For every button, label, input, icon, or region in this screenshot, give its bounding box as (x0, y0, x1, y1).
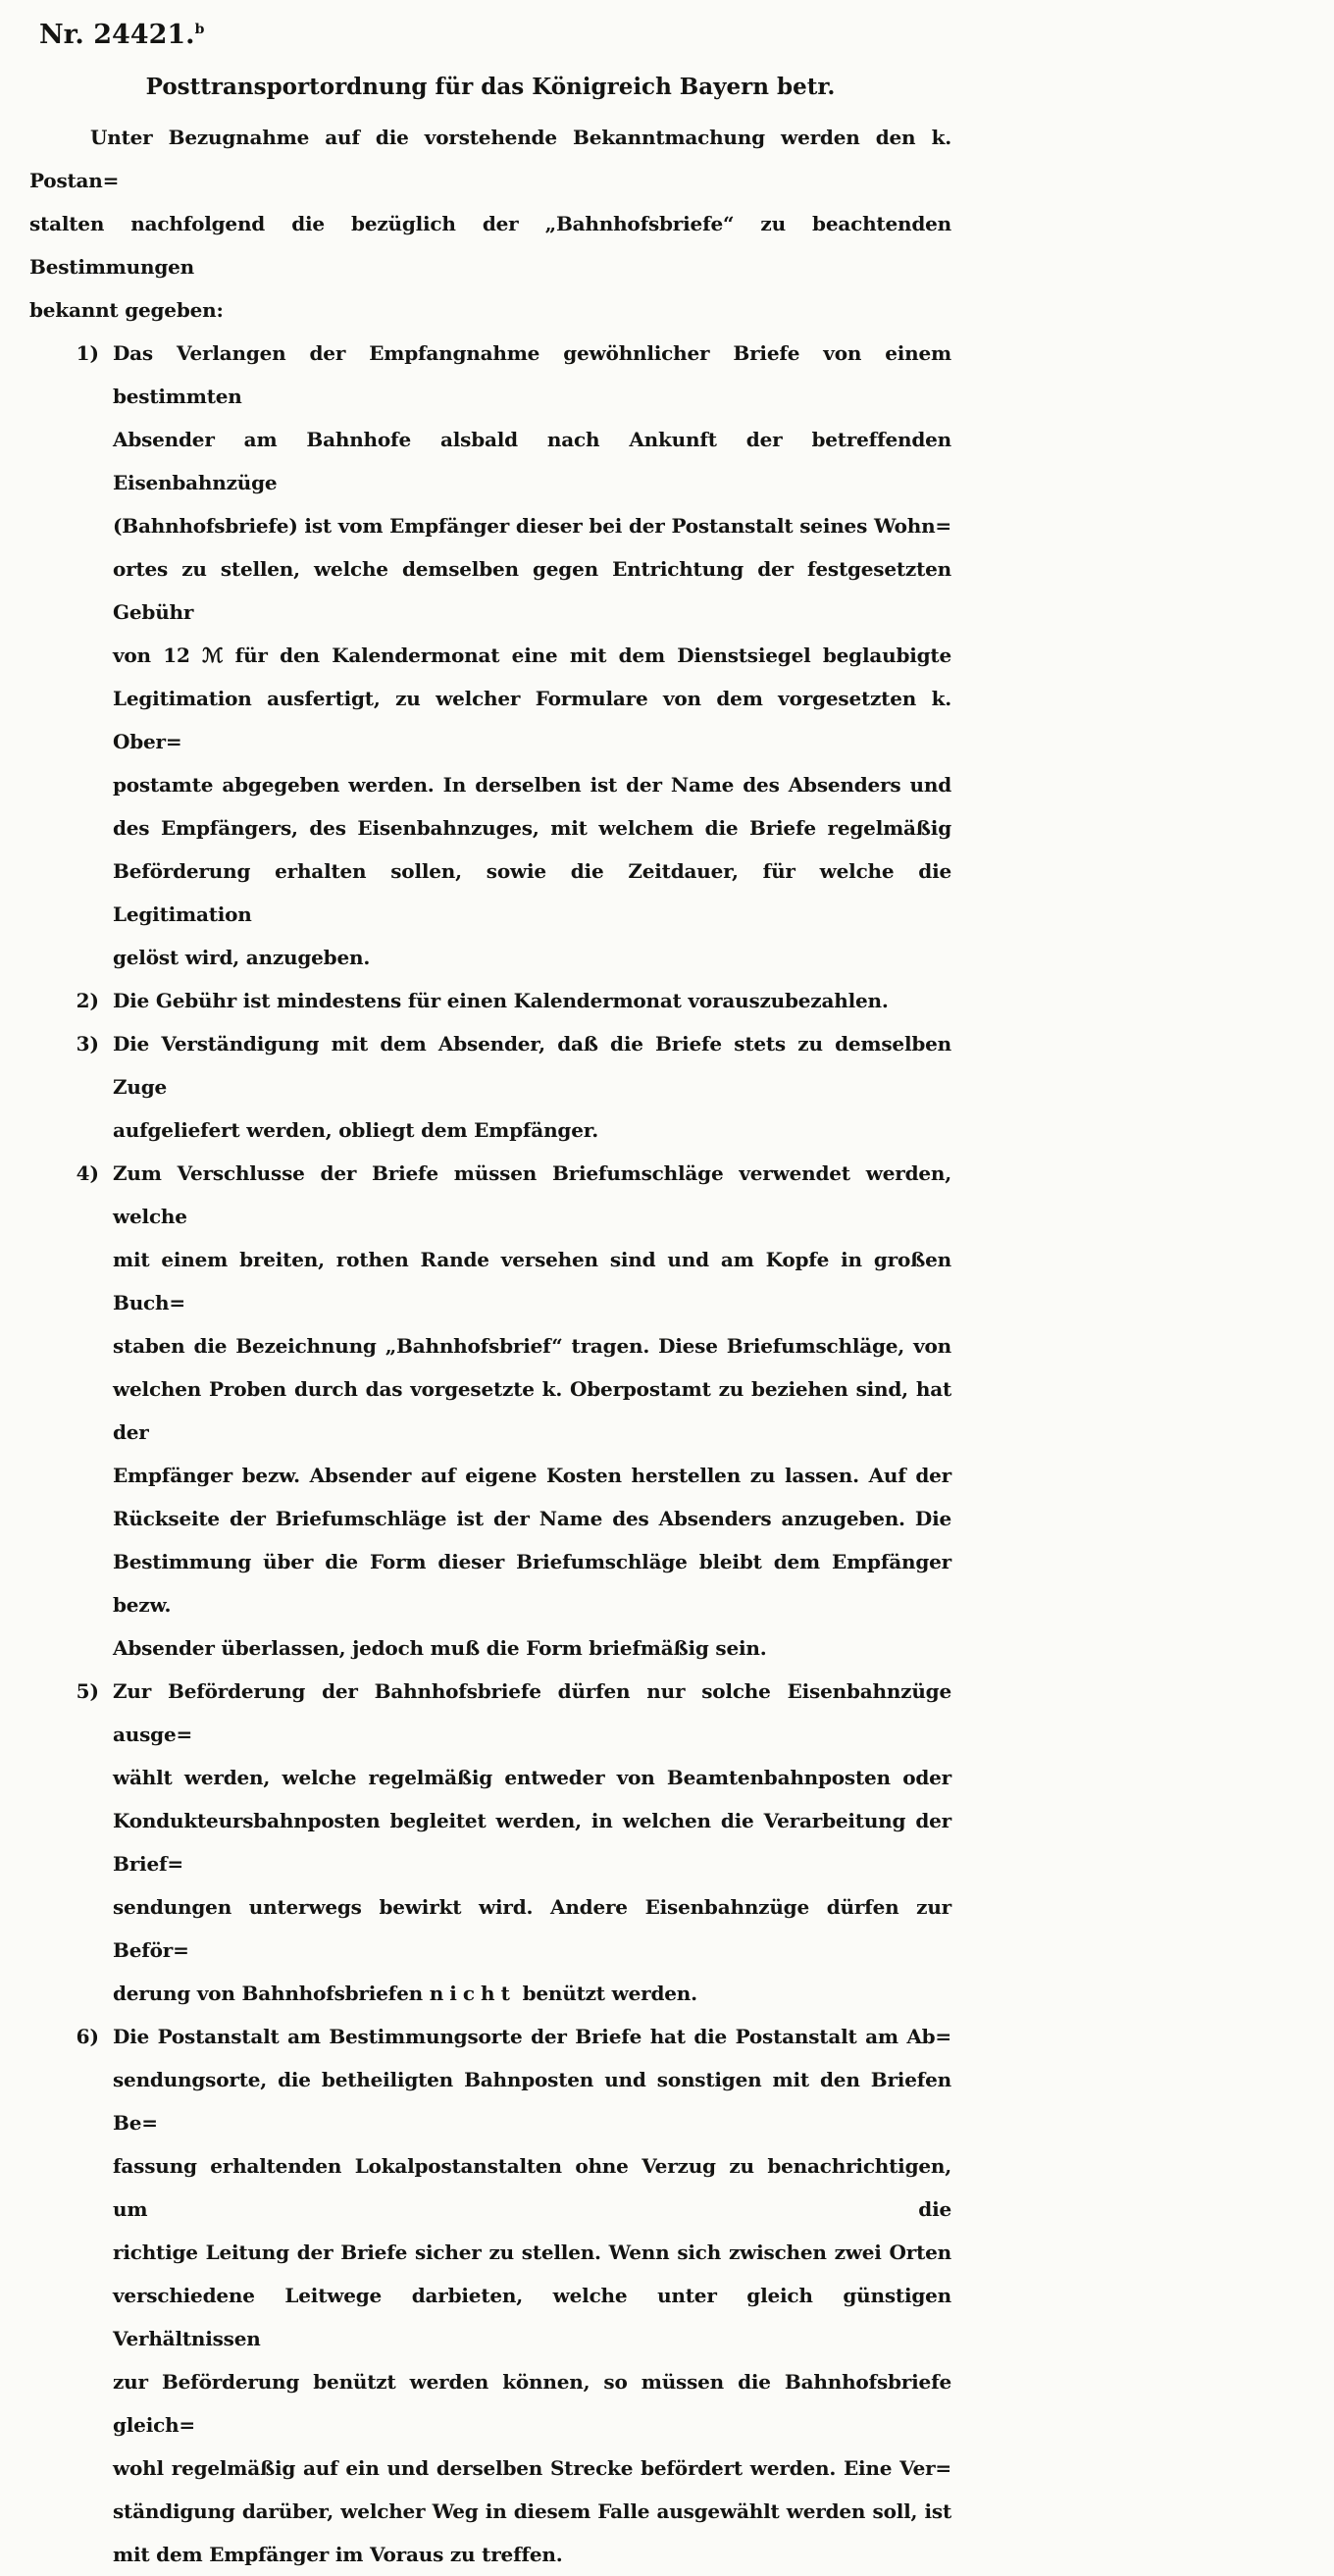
text-line: verschiedene Leitwege darbieten, welche unter gleich günstigen Verhältnissen (113, 2284, 951, 2350)
list-item-6 (29, 2015, 951, 2576)
text-line: gelöst wird, anzugeben. (113, 946, 371, 969)
list-item-5 (29, 1670, 951, 2015)
intro-line: Unter Bezugnahme auf die vorstehende Bekanntmachung werden den k. Postan= (29, 126, 951, 192)
text-segment: benützt werden. (522, 1982, 697, 2005)
text-line: staben die Bezeichnung „Bahnhofsbrief“ tragen. Diese Briefumschläge, von (113, 1334, 951, 1358)
text-line: wählt werden, welche regelmäßig entweder von Beamtenbahnposten oder (113, 1766, 951, 1789)
item-body (113, 332, 951, 979)
text-line: Legitimation ausfertigt, zu welcher Formulare von dem vorgesetzten k. Ober= (113, 687, 951, 753)
item-body (113, 979, 951, 1022)
text-line: mit dem Empfänger im Voraus zu treffen. (113, 2543, 563, 2566)
list-item-2 (29, 979, 951, 1022)
text-line: mit einem breiten, rothen Rande versehen sind und am Kopfe in großen Buch= (113, 1248, 951, 1314)
text-line: Rückseite der Briefumschläge ist der Name des Absenders anzugeben. Die (113, 1507, 951, 1530)
item-number: 4) (76, 1161, 99, 1185)
list-item-4 (29, 1152, 951, 1670)
text-line: sendungen unterwegs bewirkt wird. Andere Eisenbahnzüge dürfen zur Beför= (113, 1895, 951, 1962)
text-line: Absender am Bahnhofe alsbald nach Ankunft der betreffenden Eisenbahnzüge (113, 428, 951, 494)
emphasized-word: nicht (429, 1982, 516, 2005)
text-line: Bestimmung über die Form dieser Briefumschläge bleibt dem Empfänger bezw. (113, 1550, 951, 1617)
text-line: ständigung darüber, welcher Weg in diesem Falle ausgewählt werden soll, ist (113, 2499, 951, 2523)
document-page (29, 0, 951, 2576)
item-number: 5) (76, 1679, 99, 1703)
text-line: (Bahnhofsbriefe) ist vom Empfänger dieser bei der Postanstalt seines Wohn= (113, 514, 951, 538)
text-line: ortes zu stellen, welche demselben gegen Entrichtung der festgesetzten Gebühr (113, 557, 951, 624)
text-line: Zur Beförderung der Bahnhofsbriefe dürfen nur solche Eisenbahnzüge ausge= (113, 1679, 951, 1746)
item-number: 3) (76, 1032, 99, 1056)
item-number: 1) (76, 341, 99, 365)
text-line: welchen Proben durch das vorgesetzte k. Oberpostamt zu beziehen sind, hat der (113, 1377, 951, 1444)
item-number: 6) (76, 2025, 99, 2048)
text-line: des Empfängers, des Eisenbahnzuges, mit welchem die Briefe regelmäßig (113, 816, 951, 840)
text-line: aufgeliefert werden, obliegt dem Empfänger. (113, 1118, 598, 1142)
text-line: zur Beförderung benützt werden können, so müssen die Bahnhofsbriefe gleich= (113, 2370, 951, 2437)
text-line: Die Gebühr ist mindestens für einen Kalendermonat vorauszubezahlen. (113, 989, 889, 1012)
text-line: Kondukteursbahnposten begleitet werden, in welchen die Verarbeitung der Brief= (113, 1809, 951, 1876)
text-line: sendungsorte, die betheiligten Bahnposten und sonstigen mit den Briefen Be= (113, 2068, 951, 2135)
list-item-1 (29, 332, 951, 979)
intro-line: stalten nachfolgend die bezüglich der „Bahnhofsbriefe“ zu beachtenden Bestimmungen (29, 212, 951, 279)
text-segment: derung von Bahnhofsbriefen (113, 1982, 423, 2005)
text-line-with-emphasis (113, 1972, 951, 2015)
item-body (113, 1152, 951, 1670)
text-line: postamte abgegeben werden. In derselben ist der Name des Absenders und (113, 773, 951, 797)
text-line: Die Verständigung mit dem Absender, daß die Briefe stets zu demselben Zuge (113, 1032, 951, 1099)
item-body (113, 1022, 951, 1152)
item-number: 2) (76, 989, 99, 1012)
text-line: Zum Verschlusse der Briefe müssen Briefumschläge verwendet werden, welche (113, 1161, 951, 1228)
list-item-3 (29, 1022, 951, 1152)
text-line: Die Postanstalt am Bestimmungsorte der Briefe hat die Postanstalt am Ab= (113, 2025, 951, 2048)
text-line: richtige Leitung der Briefe sicher zu stellen. Wenn sich zwischen zwei Orten (113, 2241, 951, 2264)
text-line: von 12 ℳ für den Kalendermonat eine mit dem Dienstsiegel beglaubigte (113, 644, 951, 667)
text-line: Empfänger bezw. Absender auf eigene Kosten herstellen zu lassen. Auf der (113, 1464, 951, 1487)
text-line: Das Verlangen der Empfangnahme gewöhnlicher Briefe von einem bestimmten (113, 341, 951, 408)
intro-paragraph (29, 116, 951, 332)
intro-line: bekannt gegeben: (29, 298, 224, 322)
doc-number (39, 14, 951, 51)
item-body (113, 2015, 951, 2576)
doc-number-superscript: b (194, 22, 205, 37)
text-line: Absender überlassen, jedoch muß die Form briefmäßig sein. (113, 1636, 767, 1660)
text-line: wohl regelmäßig auf ein und derselben Strecke befördert werden. Eine Ver= (113, 2456, 951, 2480)
text-line: Beförderung erhalten sollen, sowie die Zeitdauer, für welche die Legitimation (113, 859, 951, 926)
doc-title: Posttransportordnung für das Königreich Bayern betr. (145, 74, 836, 100)
doc-number-text: Nr. 24421. (39, 20, 195, 50)
text-line: fassung erhaltenden Lokalpostanstalten ohne Verzug zu benachrichtigen, um die (113, 2154, 951, 2221)
item-body (113, 1670, 951, 2015)
